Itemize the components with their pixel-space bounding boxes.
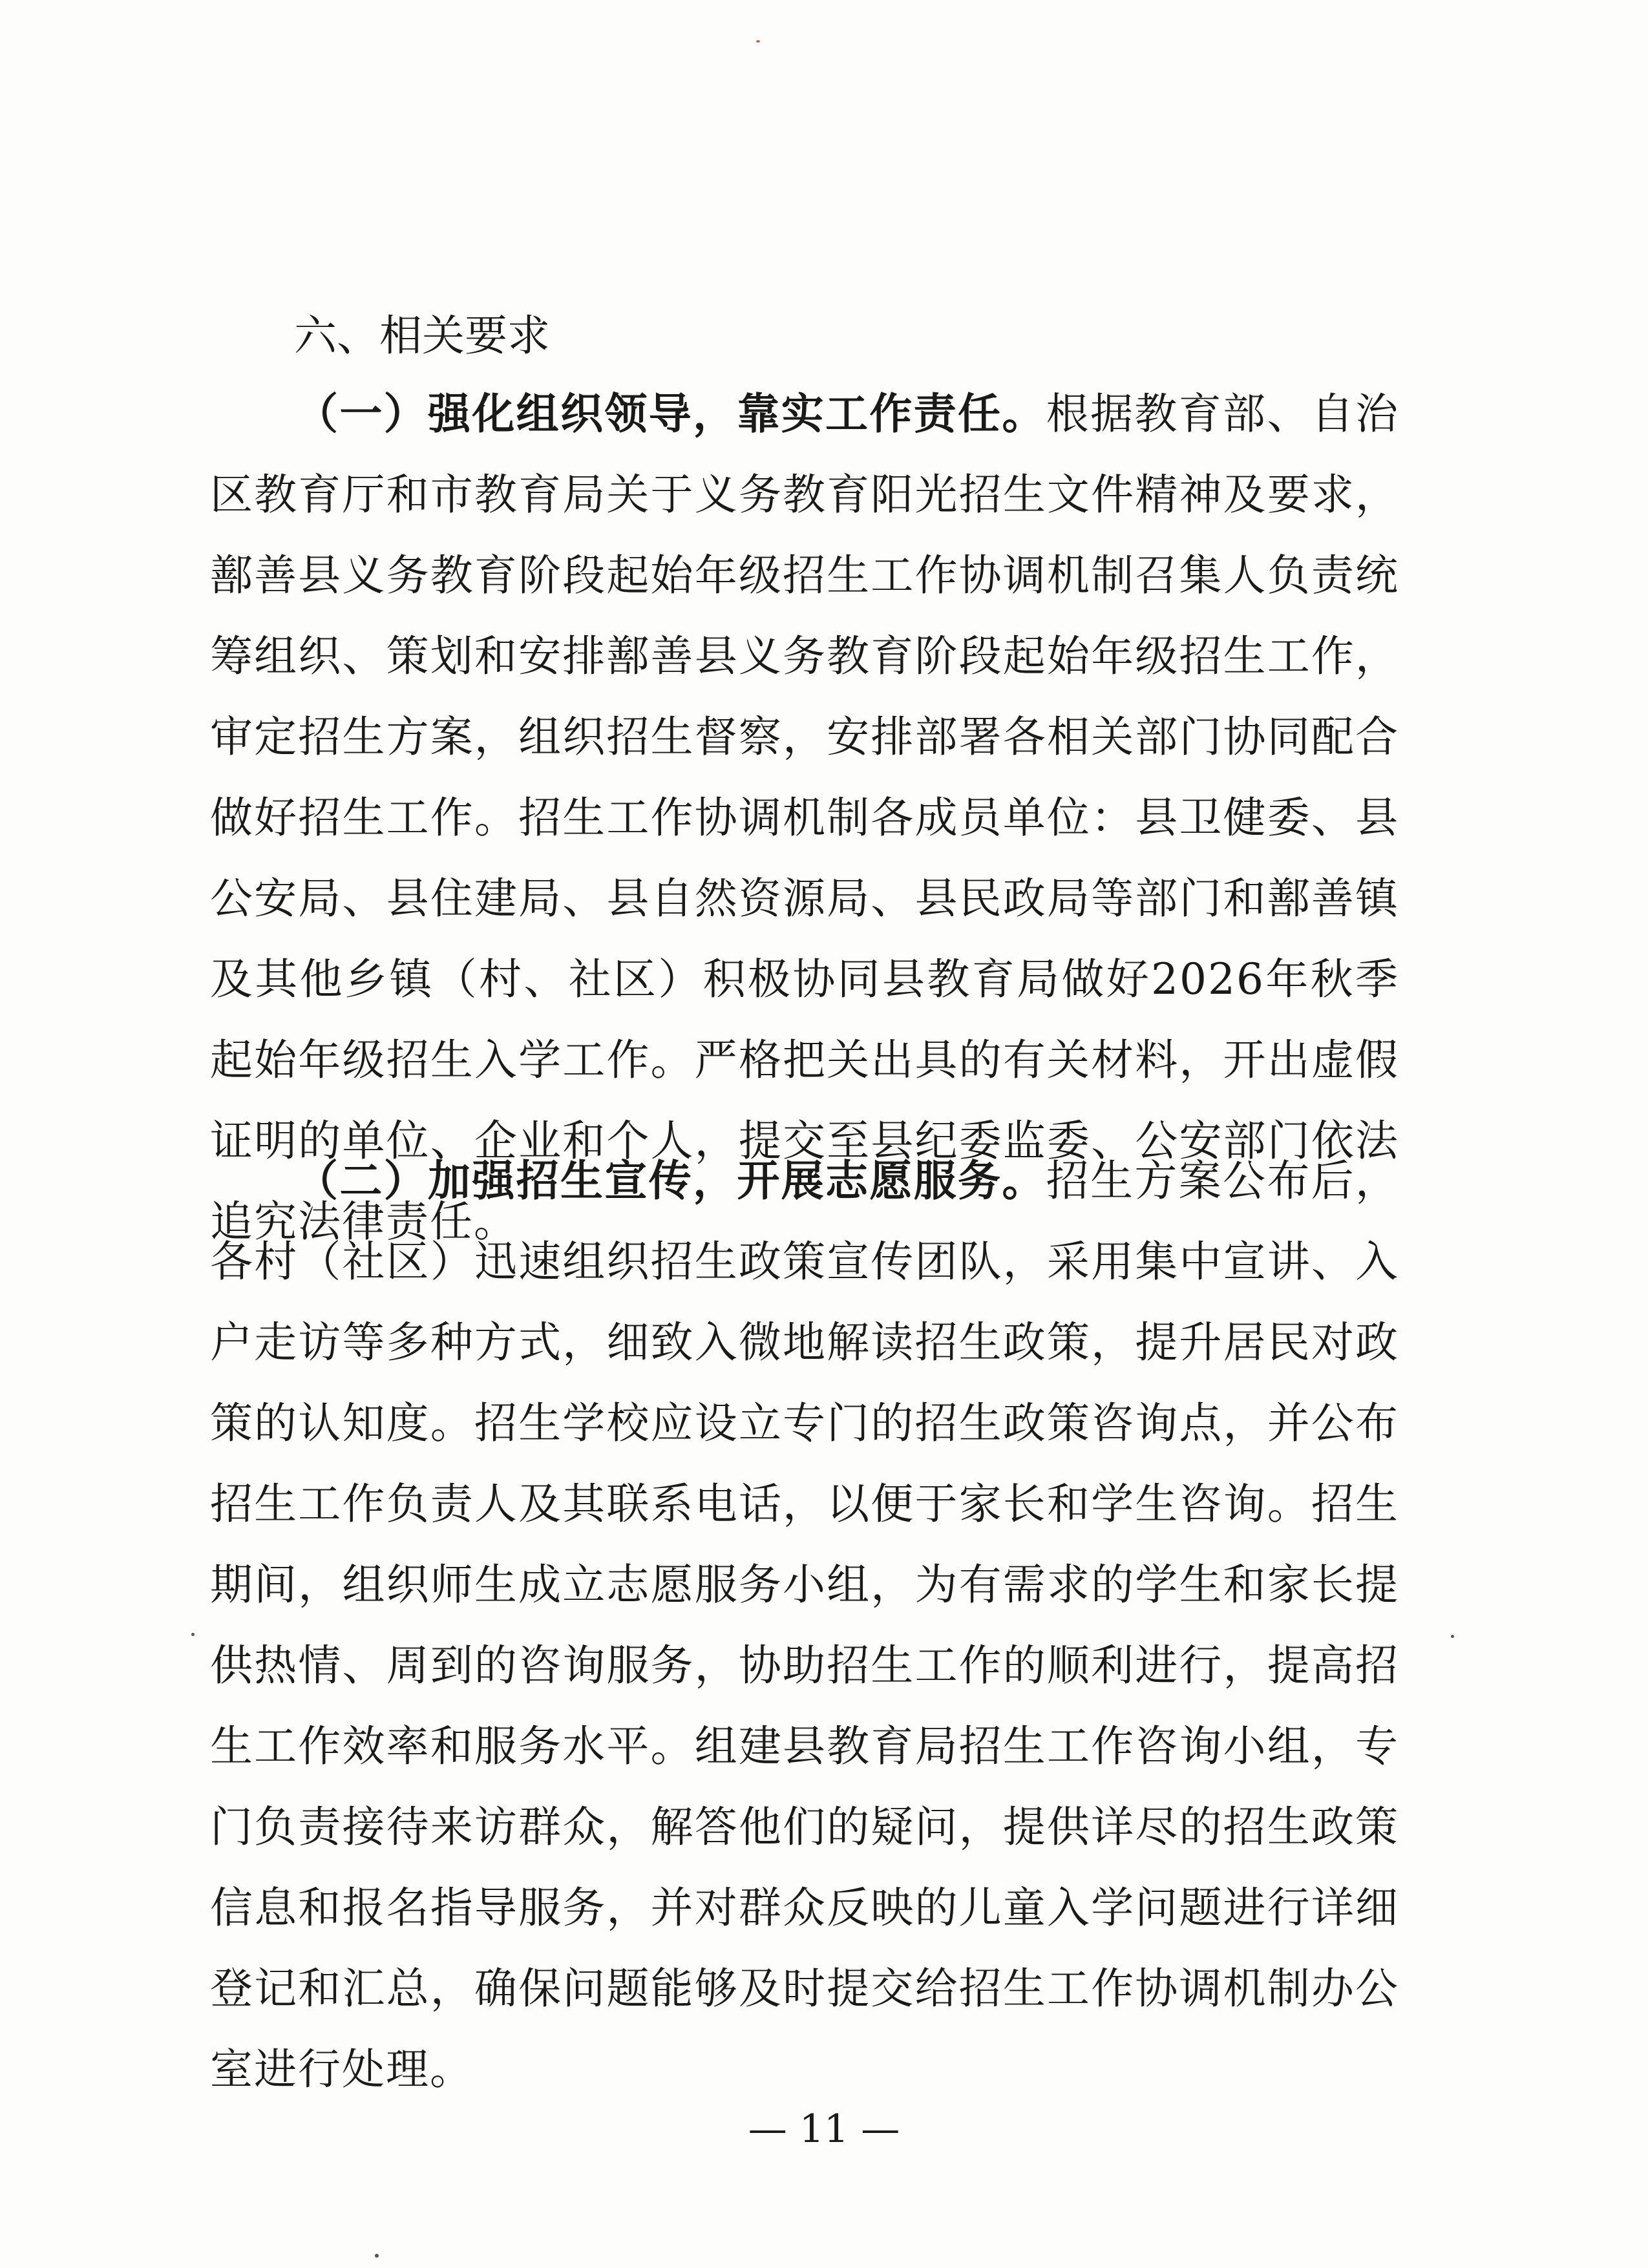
paragraph-publicity-volunteer (210, 1140, 1399, 2110)
paragraph-body: 根据教育部、自治区教育厅和市教育局关于义务教育阳光招生文件精神及要求，鄯善县义务教育阶段起始年级招生工作协调机制召集人负责统筹组织、策划和安排鄯善县义务教育阶段起始年级招生工作，审定招生方案，组织招生督察，安排部署各相关部门协同配合做好招生工作。招生工作协调机制各成员单位：县卫健委、县公安局、县住建局、县自然资源局、县民政局等部门和鄯善镇及其他乡镇（村、社区）积极协同县教育局做好2026年秋季起始年级招生入学工作。严格把关出具的有关材料，开出虚假证明的单位、企业和个人，提交至县纪委监委、公安部门依法追究法律责任。 (210, 389, 1400, 1246)
scan-speck (375, 2254, 379, 2258)
page-number: — 11 — (748, 2106, 900, 2152)
scan-speck (191, 1633, 195, 1636)
section-heading: 六、相关要求 (294, 311, 550, 361)
paragraph-body: 招生方案公布后，各村（社区）迅速组织招生政策宣传团队，采用集中宣讲、入户走访等多种方式，细致入微地解读招生政策，提升居民对政策的认知度。招生学校应设立专门的招生政策咨询点，并公布招生工作负责人及其联系电话，以便于家长和学生咨询。招生期间，组织师生成立志愿服务小组，为有需求的学生和家长提供热情、周到的咨询服务，协助招生工作的顺利进行，提高招生工作效率和服务水平。组建县教育局招生工作咨询小组，专门负责接待来访群众，解答他们的疑问，提供详尽的招生政策信息和报名指导服务，并对群众反映的儿童入学问题进行详细登记和汇总，确保问题能够及时提交给招生工作协调机制办公室进行处理。 (210, 1156, 1400, 2094)
scan-speck (756, 40, 760, 43)
paragraph-lead: （二）加强招生宣传，开展志愿服务。 (295, 1156, 1046, 1206)
scan-speck (1451, 1635, 1454, 1638)
paragraph-organization-leadership (210, 373, 1399, 1262)
paragraph-lead: （一）强化组织领导，靠实工作责任。 (295, 389, 1046, 439)
